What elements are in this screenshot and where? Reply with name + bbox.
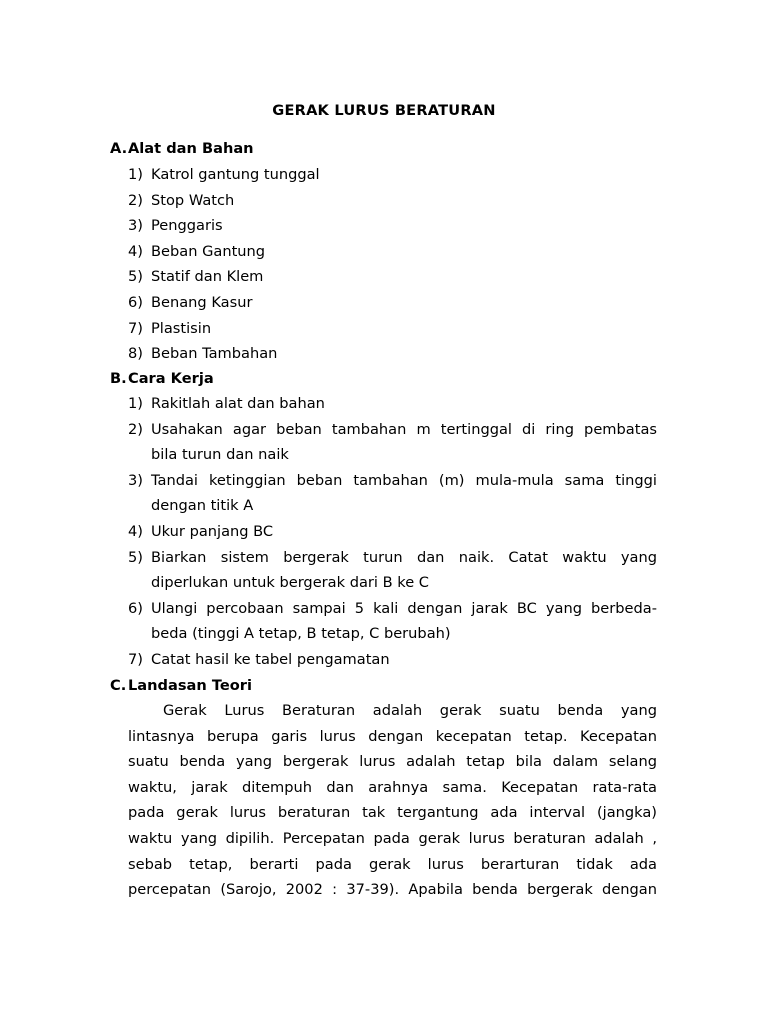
list-text: Statif dan Klem [151, 268, 264, 286]
list-text: Ulangi percobaan sampai 5 kali dengan jarak BC yang berbeda- [151, 599, 657, 617]
list-text: beda (tinggi A tetap, B tetap, C berubah) [151, 625, 451, 643]
list-text: dengan titik A [151, 497, 254, 515]
list-text: Usahakan agar beban tambahan m tertinggal di ring pembatas [151, 420, 657, 438]
paragraph-line: Gerak Lurus Beraturan adalah gerak suatu benda yang [163, 702, 657, 719]
document-title: GERAK LURUS BERATURAN [272, 102, 496, 119]
list-item [128, 468, 657, 519]
list-item [128, 316, 657, 342]
list-text: Beban Gantung [151, 242, 266, 260]
list-text: Stop Watch [151, 191, 235, 209]
list-item [128, 341, 657, 367]
section-heading-alat-dan-bahan [110, 139, 254, 159]
list-item [128, 391, 657, 417]
theory-paragraph [128, 698, 657, 903]
list-item [128, 596, 657, 647]
paragraph-line: sebab tetap, berarti pada gerak lurus berarturan tidak ada [128, 855, 657, 873]
list-text: bila turun dan naik [151, 446, 289, 464]
list-item [128, 188, 657, 214]
list-text: Plastisin [151, 319, 212, 337]
list-number: 3) [128, 217, 143, 235]
list-number: 5) [128, 268, 143, 286]
list-number: 2) [128, 191, 143, 209]
paragraph-line: waktu, jarak ditempuh dan arahnya sama. Kecepatan rata-rata [128, 778, 657, 796]
section-title: Landasan Teori [128, 677, 252, 694]
list-number: 6) [128, 599, 143, 617]
section-title: Alat dan Bahan [128, 140, 254, 157]
list-item [128, 213, 657, 239]
list-number: 2) [128, 420, 143, 438]
equipment-list [128, 162, 657, 367]
list-number: 1) [128, 166, 143, 183]
list-item [128, 417, 657, 468]
list-number: 4) [128, 242, 143, 260]
list-number: 6) [128, 293, 143, 311]
paragraph-line: suatu benda yang bergerak lurus adalah tetap bila dalam selang [128, 753, 657, 771]
section-letter: B. [110, 370, 127, 387]
section-letter: C. [110, 677, 127, 694]
list-item [128, 264, 657, 290]
list-item [128, 162, 657, 188]
list-text: diperlukan untuk bergerak dari B ke C [151, 574, 430, 592]
section-title: Cara Kerja [128, 370, 214, 387]
list-text: Beban Tambahan [151, 345, 278, 363]
list-item [128, 545, 657, 596]
list-text: Catat hasil ke tabel pengamatan [151, 650, 390, 668]
list-item [128, 647, 657, 673]
list-item [128, 290, 657, 316]
section-letter: A. [110, 140, 128, 157]
list-text: Katrol gantung tunggal [151, 166, 320, 183]
list-text: Tandai ketinggian beban tambahan (m) mula-mula sama tinggi [151, 471, 657, 489]
paragraph-line: lintasnya berupa garis lurus dengan kecepatan tetap. Kecepatan [128, 727, 657, 745]
list-number: 7) [128, 650, 143, 668]
procedure-list [128, 391, 657, 673]
paragraph-line: waktu yang dipilih. Percepatan pada gerak lurus beraturan adalah , [128, 829, 657, 847]
section-heading-landasan-teori [110, 676, 252, 696]
list-number: 4) [128, 522, 143, 540]
list-text: Ukur panjang BC [151, 522, 274, 540]
list-text: Biarkan sistem bergerak turun dan naik. Catat waktu yang [151, 548, 657, 566]
list-number: 7) [128, 319, 143, 337]
list-text: Benang Kasur [151, 293, 253, 311]
paragraph-line: percepatan (Sarojo, 2002 : 37-39). Apabila benda bergerak dengan [128, 881, 657, 899]
list-item [128, 519, 657, 545]
list-text: Rakitlah alat dan bahan [151, 395, 325, 412]
list-number: 3) [128, 471, 143, 489]
paragraph-line: pada gerak lurus beraturan tak tergantung ada interval (jangka) [128, 804, 657, 822]
list-text: Penggaris [151, 217, 223, 235]
list-number: 1) [128, 395, 143, 412]
list-number: 5) [128, 548, 143, 566]
list-item [128, 239, 657, 265]
section-heading-cara-kerja [110, 369, 214, 389]
list-number: 8) [128, 345, 143, 363]
